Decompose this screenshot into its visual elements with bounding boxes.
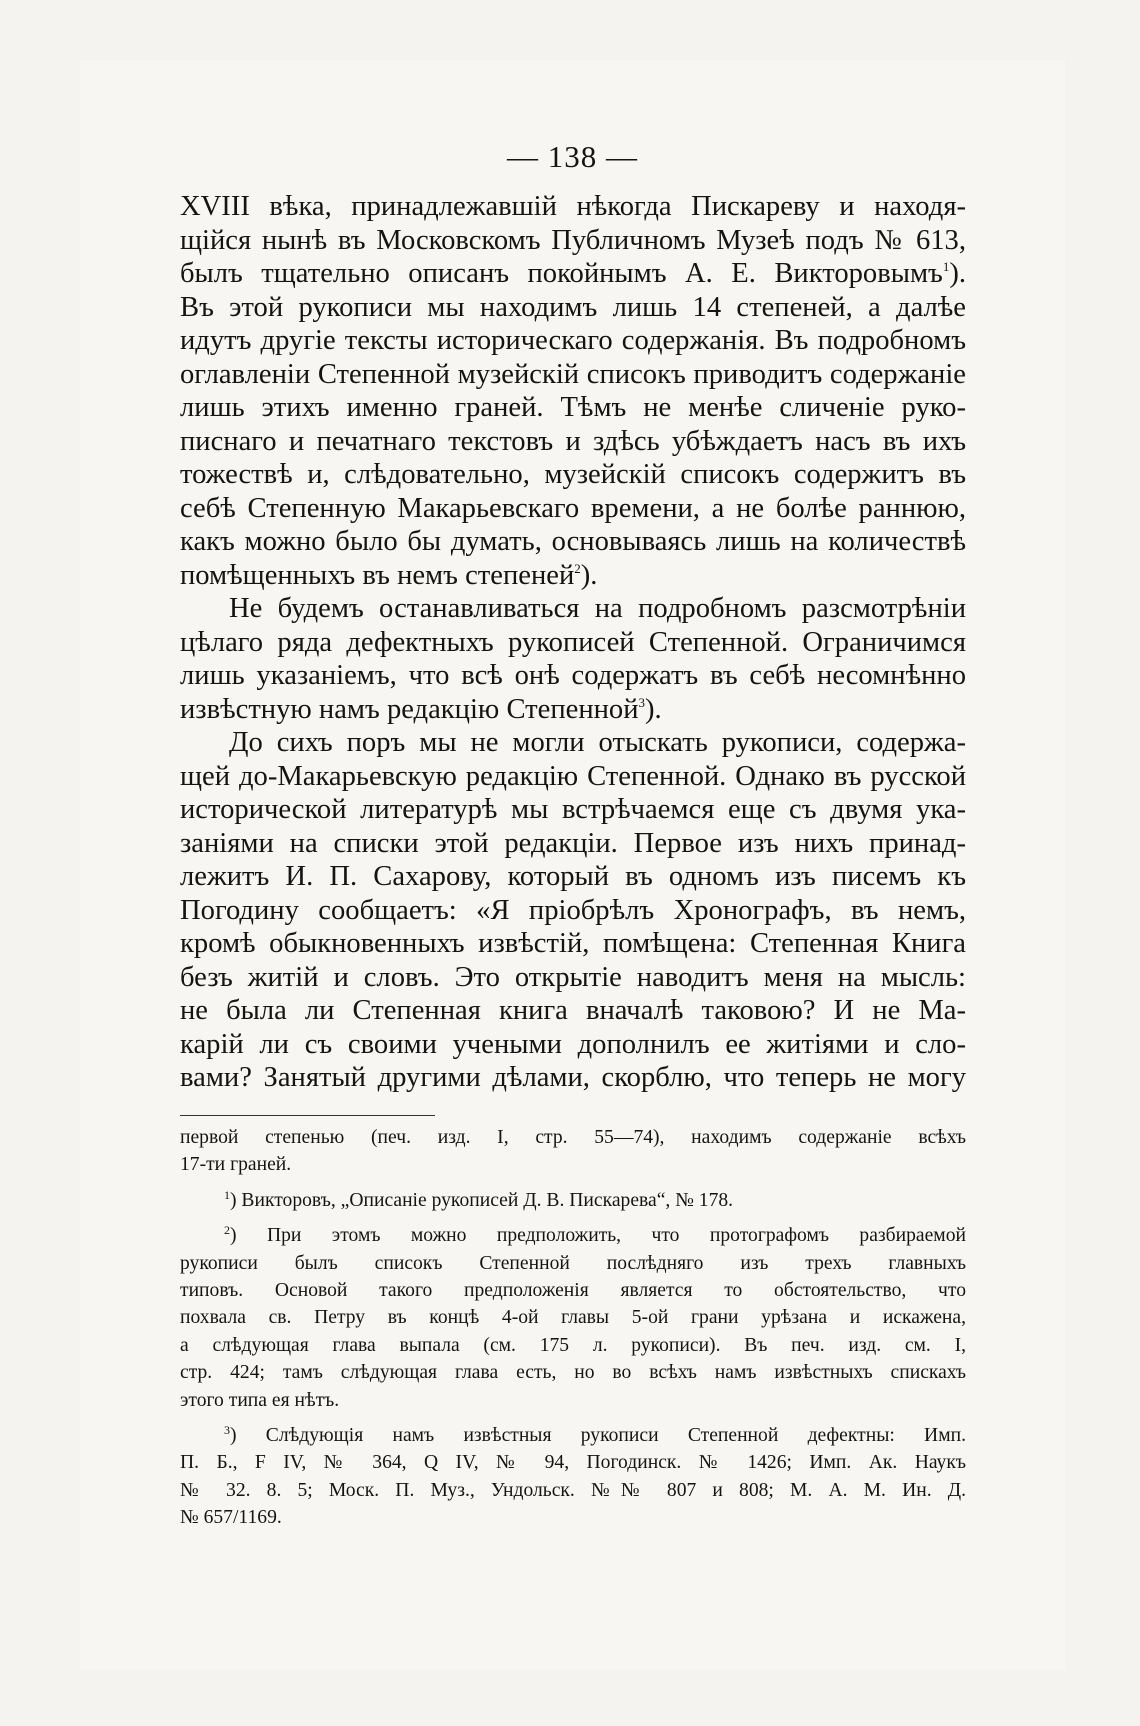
footnote-line: [180, 1359, 966, 1386]
line-text: типовъ. Основой такого предположенія является то обстоятельство, что: [180, 1279, 966, 1301]
text-line: [180, 793, 966, 827]
line-text: себѣ Степенную Макарьевскаго времени, а не болѣе раннюю,: [180, 492, 966, 524]
line-text: извѣстную намъ редакцію Степенной: [180, 693, 639, 725]
line-text: цѣлаго ряда дефектныхъ рукописей Степенной. Ограничимся: [180, 626, 966, 658]
footnote-line: [180, 1332, 966, 1359]
line-text: Не будемъ останавливаться на подробномъ разсмотрѣніи: [229, 593, 966, 624]
footnote-line: [180, 1477, 966, 1504]
footnote-line: [180, 1387, 966, 1414]
text-line: [180, 458, 966, 492]
text-line: [180, 592, 966, 626]
line-text: а слѣдующая глава выпала (см. 175 л. рукописи). Въ печ. изд. см. I,: [180, 1334, 966, 1356]
footnote-line: [180, 1449, 966, 1476]
text-line: [180, 693, 966, 727]
line-text: ) Слѣдующія намъ извѣстныя рукописи Степенной дефектны: Имп.: [230, 1424, 966, 1446]
line-text: идутъ другіе тексты историческаго содержанія. Въ подробномъ: [180, 325, 966, 356]
text-line: [180, 760, 966, 794]
line-text: писнаго и печатнаго текстовъ и здѣсь убѣждаетъ насъ въ ихъ: [180, 425, 966, 457]
line-text: П. Б., F IV, № 364, Q IV, № 94, Погодинск. № 1426; Имп. Ак. Наукъ: [180, 1452, 966, 1474]
text-line: [180, 860, 966, 894]
line-text: былъ тщательно описанъ покойнымъ А. Е. Викторовымъ: [180, 258, 943, 289]
line-text: этого типа ея нѣтъ.: [180, 1389, 340, 1411]
footnote-marker: 1: [224, 1187, 230, 1202]
main-text: [180, 190, 966, 1095]
line-text: щей до-Макарьевскую редакцію Степенной. Однако въ русской: [180, 760, 966, 792]
footnote-line: [180, 1187, 966, 1214]
line-text: лежитъ И. П. Сахарову, который въ одномъ изъ писемъ къ: [180, 861, 966, 892]
text-line: [180, 358, 966, 392]
text-line: [180, 291, 966, 325]
line-text: ) При этомъ можно предположить, что протографомъ разбираемой: [230, 1225, 966, 1247]
text-line: [180, 492, 966, 526]
line-text: рукописи былъ списокъ Степенной послѣдняго изъ трехъ главныхъ: [180, 1252, 966, 1274]
line-text: 17-ти граней.: [180, 1154, 292, 1176]
footnote-divider: [180, 1115, 435, 1116]
text-line: [180, 626, 966, 660]
line-text: До сихъ поръ мы не могли отыскать рукописи, содержа-: [229, 727, 966, 758]
line-text: ) Викторовъ, „Описаніе рукописей Д. В. Пискарева“, № 178.: [230, 1189, 734, 1211]
footnote-reference: 2: [574, 560, 581, 576]
line-text: кромѣ обыкновенныхъ извѣстій, помѣщена: Степенная Книга: [180, 928, 966, 959]
line-text: вами? Занятый другими дѣлами, скорблю, что теперь не могу: [180, 1062, 966, 1093]
footnotes: [180, 1124, 966, 1531]
text-line: [180, 961, 966, 995]
line-punctuation: ).: [949, 258, 966, 289]
line-text: какъ можно было бы думать, основываясь лишь на количествѣ: [180, 526, 966, 557]
line-text: Въ этой рукописи мы находимъ лишь 14 степеней, а далѣе: [180, 291, 966, 323]
line-text: № 32. 8. 5; Моск. П. Муз., Ундольск. №№ 807 и 808; М. А. М. Ин. Д.: [180, 1479, 966, 1501]
footnote-marker: 2: [224, 1223, 230, 1238]
line-text: похвала св. Петру въ концѣ 4-ой главы 5-ой грани урѣзана и искажена,: [180, 1307, 966, 1329]
text-line: [180, 324, 966, 358]
footnote-line: [180, 1422, 966, 1449]
line-text: № 657/1169.: [180, 1507, 282, 1529]
footnote-reference: 3: [638, 694, 646, 710]
line-text: помѣщенныхъ въ немъ степеней: [180, 559, 575, 591]
line-text: Погодину сообщаетъ: «Я пріобрѣлъ Хронографъ, въ немъ,: [180, 894, 966, 926]
line-text: лишь указаніемъ, что всѣ онѣ содержатъ въ себѣ несомнѣнно: [180, 660, 966, 691]
text-line: [180, 525, 966, 559]
text-line: [180, 224, 966, 258]
line-text: XVIII вѣка, принадлежавшій нѣкогда Пискареву и находя-: [180, 191, 966, 222]
line-punctuation: ).: [645, 693, 662, 725]
footnote-line: [180, 1151, 966, 1178]
text-line: [180, 659, 966, 693]
line-text: стр. 424; тамъ слѣдующая глава есть, но во всѣхъ намъ извѣстныхъ спискахъ: [180, 1362, 966, 1384]
text-line: [180, 1061, 966, 1095]
line-text: оглавленіи Степенной музейскій списокъ приводитъ содержаніе: [180, 358, 966, 390]
line-text: безъ житій и словъ. Это открытіе наводитъ меня на мысль:: [180, 961, 966, 993]
text-line: [180, 1028, 966, 1062]
line-text: щійся нынѣ въ Московскомъ Публичномъ Музеѣ подъ № 613,: [180, 224, 966, 256]
page-number: — 138 —: [507, 139, 638, 174]
line-text: лишь этихъ именно граней. Тѣмъ не менѣе сличеніе руко-: [180, 392, 966, 423]
footnote-line: [180, 1124, 966, 1151]
footnote-line: [180, 1250, 966, 1277]
line-text: не была ли Степенная книга вначалѣ таковою? И не Ма-: [180, 995, 966, 1026]
text-line: [180, 994, 966, 1028]
line-text: карій ли съ своими учеными дополнилъ ее житіями и сло-: [180, 1028, 966, 1060]
footnote-line: [180, 1304, 966, 1331]
text-line: [180, 726, 966, 760]
line-punctuation: ).: [580, 559, 598, 591]
text-line: [180, 827, 966, 861]
footnote-line: [180, 1222, 966, 1249]
book-page: [80, 60, 1065, 1670]
text-line: [180, 559, 966, 593]
text-line: [180, 257, 966, 291]
text-line: [180, 894, 966, 928]
line-text: тожествѣ и, слѣдовательно, музейскій списокъ содержитъ въ: [180, 459, 966, 490]
footnote-reference: 1: [942, 259, 950, 274]
line-text: первой степенью (печ. изд. I, стр. 55—74), находимъ содержаніе всѣхъ: [180, 1127, 966, 1148]
text-line: [180, 391, 966, 425]
line-text: заніями на списки этой редакціи. Первое изъ нихъ принад-: [180, 827, 966, 859]
line-text: исторической литературѣ мы встрѣчаемся еще съ двумя ука-: [180, 794, 966, 825]
text-line: [180, 927, 966, 961]
text-line: [180, 425, 966, 459]
text-line: [180, 190, 966, 224]
footnote-line: [180, 1504, 966, 1531]
footnote-line: [180, 1277, 966, 1304]
footnote-marker: 3: [224, 1422, 230, 1437]
